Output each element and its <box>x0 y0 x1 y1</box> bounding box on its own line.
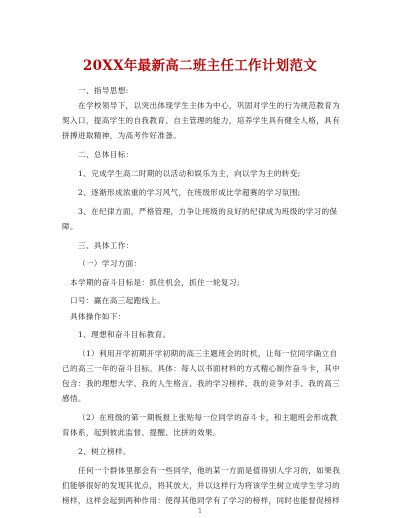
paragraph-line: 2、逐渐形成浓重的学习风气，在班级形成比学超赛的学习氛围; <box>78 188 301 197</box>
section-heading: 一、指导思想: <box>78 86 129 95</box>
paragraph-line: 具体操作如下： <box>70 312 126 321</box>
paragraph-line: 包含：我的理想大学、我的人生格言、我的学习榜样、我的竞争对手、我的高三 <box>62 379 341 388</box>
page-number: 1 <box>198 508 202 515</box>
paragraph-line: （1）利用开学初期开学初期的高三主题班会的时机，让每一位同学确立自 <box>78 349 338 358</box>
paragraph-line: 育体系，起到彼此监督、提醒、比拼的效果。 <box>62 428 221 437</box>
paragraph-line: （2）在班级的第一期板报上张贴每一位同学的奋斗卡，和主题班会形成教 <box>78 413 338 422</box>
paragraph-line: 拼搏进取精神，为高考作好准备。 <box>62 131 182 140</box>
paragraph-line: 任何一个群体里都会有一些同学，他的某一方面是值得别人学习的，如果我 <box>78 466 341 475</box>
paragraph-line: 3、在纪律方面，严格管理，力争让班级的良好的纪律成为班级的学习的保 <box>78 207 338 216</box>
subsection-heading: （一）学习方面： <box>78 259 142 268</box>
section-heading: 二、总体目标： <box>78 150 134 159</box>
paragraph-line: 感悟。 <box>62 394 86 403</box>
paragraph-line: 榜样，这样会起到两种作用：使得其他同学有了学习的榜样，同时也能督促榜样 <box>62 496 341 505</box>
paragraph-line: 在学校领导下，以突出体现学生主体为中心，巩固对学生的行为规范教育为 <box>78 101 341 110</box>
paragraph-line: 本学期的奋斗目标是：抓住机会，抓住一轮复习; <box>70 278 240 287</box>
paragraph-line: 障。 <box>62 222 78 231</box>
section-heading: 三、具体工作： <box>78 241 134 250</box>
paragraph-line: 们能够很好的发现其优点，将其放大，并以这样行为将该学生树立成学生学习的 <box>62 481 341 490</box>
paragraph-line: 1、理想和奋斗目标教育。 <box>78 330 171 339</box>
paragraph-line: 己的高三一年的奋斗目标。具体：每人以书面材料的方式精心制作奋斗卡，其中 <box>62 364 341 373</box>
paragraph-line: 口号：赢在高三起跑线上。 <box>70 296 166 305</box>
paragraph-line: 2、树立榜样。 <box>78 447 131 456</box>
paragraph-line: 契入口，提高学生的自我教育、自主管理的能力，培养学生具有健全人格，具有 <box>62 116 341 125</box>
document-title: 20XX年最新高二班主任工作计划范文 <box>82 58 318 74</box>
paragraph-line: 1、完成学生高二时期的以活动和娱乐为主，向以学为主的转变; <box>78 169 301 178</box>
